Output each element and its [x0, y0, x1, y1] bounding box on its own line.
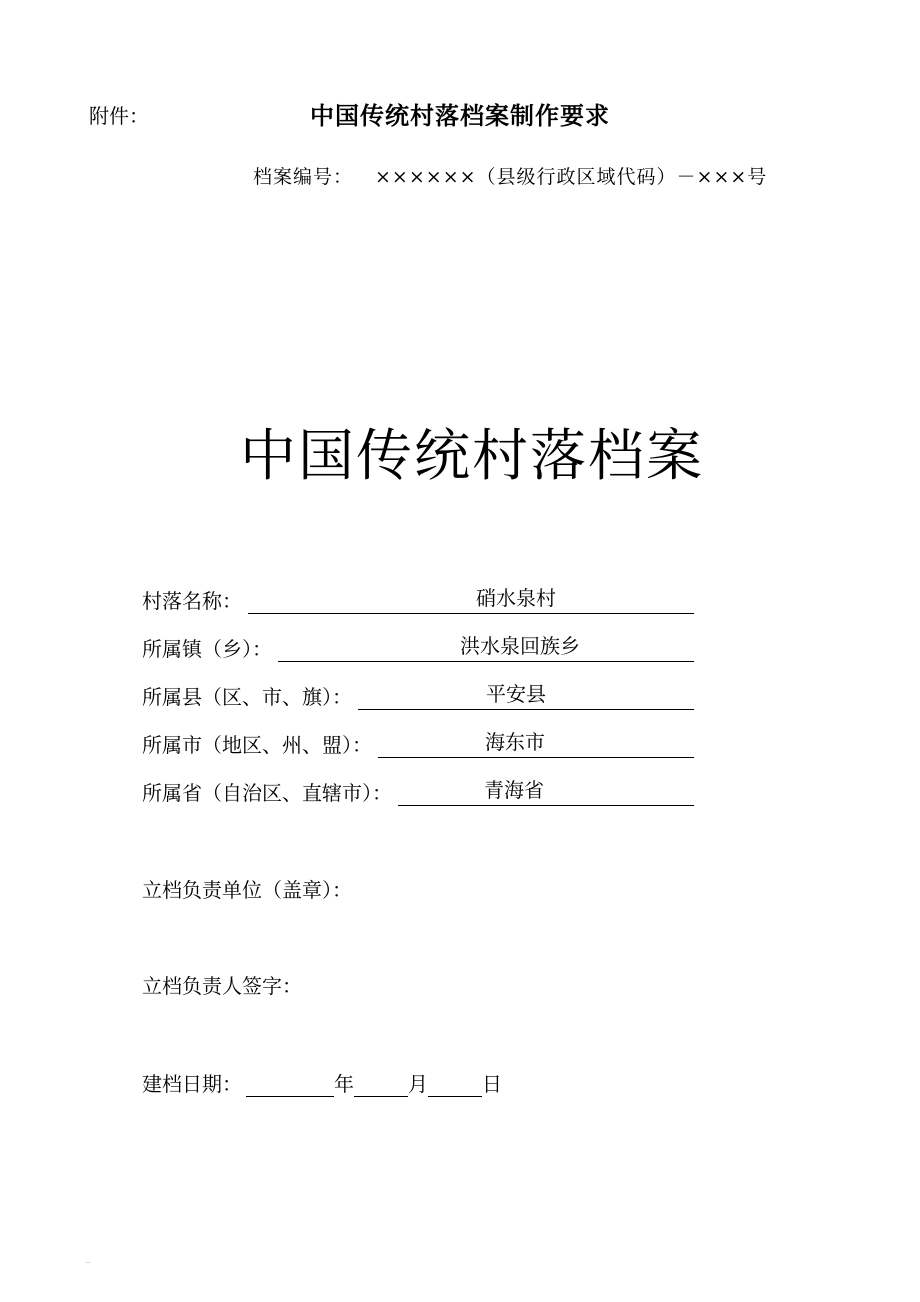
date-line: [142, 1068, 502, 1097]
county-field: [142, 680, 694, 710]
town-field: [142, 632, 694, 662]
village-name-field: [142, 584, 694, 614]
month-blank: [354, 1074, 408, 1097]
town-value: 洪水泉回族乡: [460, 634, 580, 658]
town-underline: [278, 635, 694, 662]
county-label: 所属县（区、市、旗）：: [142, 685, 352, 709]
city-field: [142, 728, 694, 758]
day-label: 日: [482, 1072, 502, 1096]
town-label: 所属镇（乡）：: [142, 637, 272, 661]
city-underline: [378, 731, 694, 758]
document-heading: 中国传统村落档案制作要求: [310, 101, 610, 130]
date-label: 建档日期：: [142, 1072, 242, 1096]
day-blank: [428, 1074, 482, 1097]
city-value: 海东市: [485, 730, 545, 754]
province-underline: [398, 779, 694, 806]
county-underline: [358, 683, 694, 710]
province-value: 青海省: [484, 778, 544, 802]
archive-number-value: ××××××（县级行政区域代码）－×××号: [375, 166, 768, 188]
page-corner-mark: [86, 1262, 90, 1263]
province-label: 所属省（自治区、直辖市）：: [142, 781, 392, 805]
attachment-label: 附件：: [89, 104, 149, 128]
village-name-value: 硝水泉村: [476, 586, 556, 610]
village-name-label: 村落名称：: [142, 589, 242, 613]
county-value: 平安县: [486, 682, 546, 706]
archive-number-label: 档案编号：: [253, 166, 354, 188]
page-title: 中国传统村落档案: [240, 424, 704, 489]
month-label: 月: [408, 1072, 428, 1096]
responsible-unit-label: 立档负责单位（盖章）：: [142, 878, 352, 902]
year-label: 年: [334, 1072, 354, 1096]
province-field: [142, 776, 694, 806]
year-blank: [246, 1074, 334, 1097]
village-name-underline: [248, 587, 694, 614]
city-label: 所属市（地区、州、盟）：: [142, 733, 372, 757]
archive-number: [253, 162, 767, 189]
responsible-person-label: 立档负责人签字：: [142, 974, 302, 998]
